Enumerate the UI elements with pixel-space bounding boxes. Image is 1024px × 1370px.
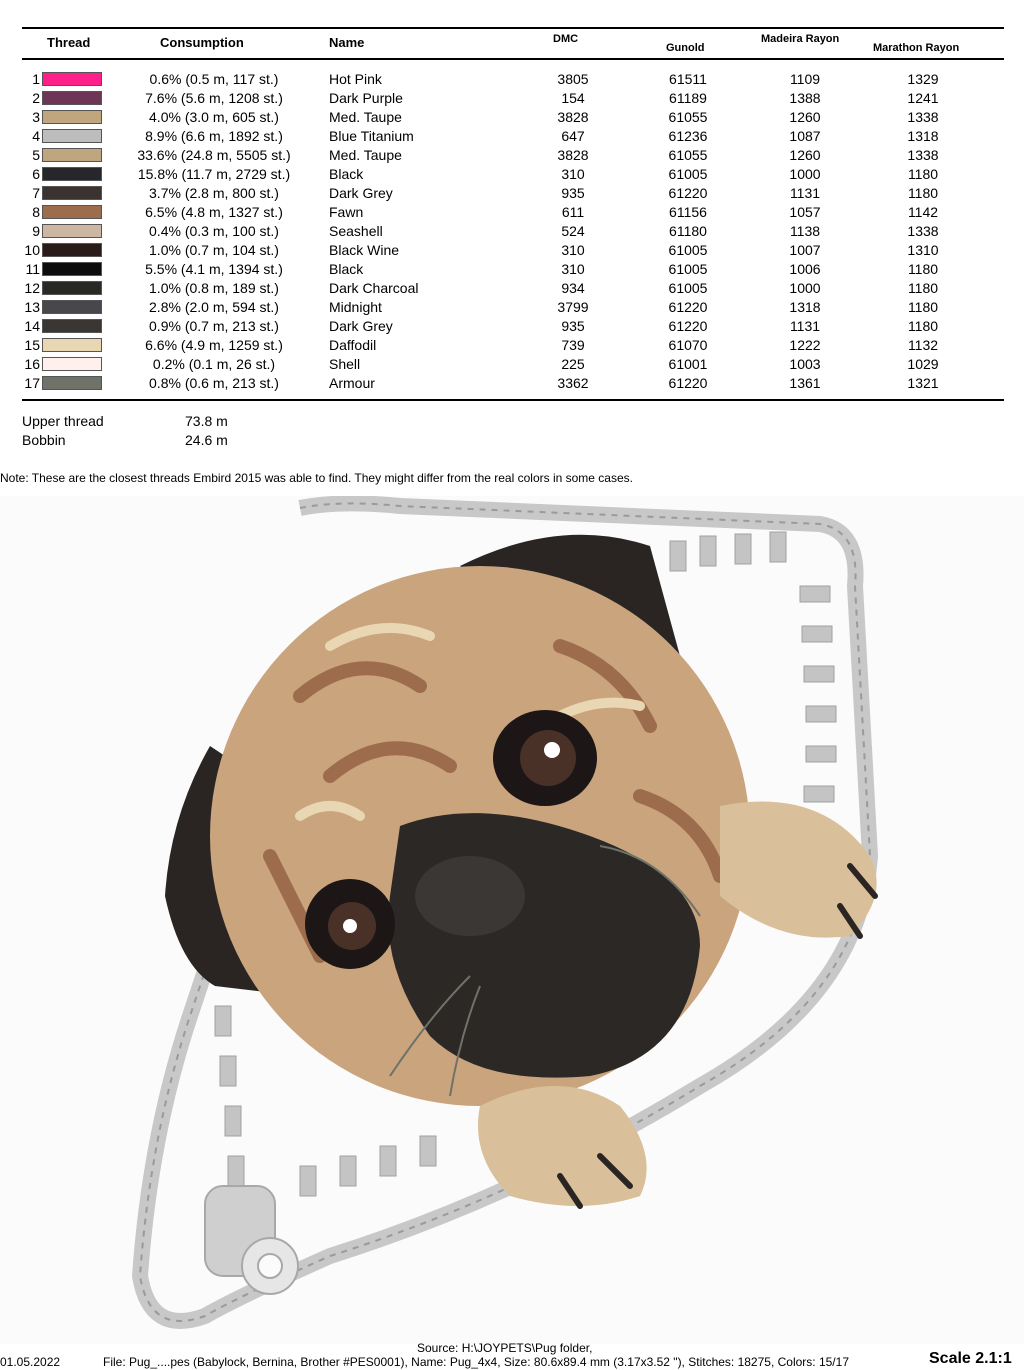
thread-madeira-code: 1260	[789, 147, 821, 163]
thread-color-swatch	[42, 281, 102, 295]
header-madeira-rayon: Madeira Rayon	[761, 33, 840, 45]
thread-name: Dark Charcoal	[329, 280, 419, 296]
thread-madeira-code: 1006	[789, 261, 821, 277]
thread-madeira-code: 1087	[789, 128, 821, 144]
thread-number: 7	[32, 185, 40, 201]
thread-dmc-code: 3805	[557, 71, 589, 87]
thread-consumption: 0.9% (0.7 m, 213 st.)	[149, 318, 279, 334]
thread-name: Blue Titanium	[329, 128, 414, 144]
thread-number: 16	[24, 356, 40, 372]
thread-dmc-code: 3799	[557, 299, 589, 315]
thread-marathon-code: 1132	[907, 337, 939, 353]
table-row	[22, 336, 1004, 355]
table-row	[22, 184, 1004, 203]
thread-name: Black Wine	[329, 242, 400, 258]
thread-name: Med. Taupe	[329, 109, 402, 125]
footer-scale: Scale 2.1:1	[929, 1350, 1012, 1367]
thread-dmc-code: 225	[561, 356, 585, 372]
thread-marathon-code: 1338	[907, 147, 939, 163]
thread-dmc-code: 739	[561, 337, 585, 353]
thread-number: 2	[32, 90, 40, 106]
thread-color-swatch	[42, 129, 102, 143]
thread-number: 9	[32, 223, 40, 239]
embroidery-preview	[0, 496, 1024, 1344]
thread-dmc-code: 524	[561, 223, 585, 239]
thread-gunold-code: 61001	[668, 356, 708, 372]
bobbin-label: Bobbin	[22, 432, 66, 448]
thread-madeira-code: 1000	[789, 166, 821, 182]
thread-consumption: 8.9% (6.6 m, 1892 st.)	[145, 128, 283, 144]
pug-nose	[415, 856, 525, 936]
thread-number: 1	[32, 71, 40, 87]
thread-dmc-code: 3362	[557, 375, 589, 391]
thread-consumption: 33.6% (24.8 m, 5505 st.)	[137, 147, 291, 163]
thread-color-swatch	[42, 186, 102, 200]
thread-number: 11	[25, 261, 40, 277]
thread-consumption: 1.0% (0.8 m, 189 st.)	[149, 280, 279, 296]
thread-madeira-code: 1131	[789, 318, 821, 334]
thread-consumption: 0.6% (0.5 m, 117 st.)	[149, 71, 279, 87]
thread-madeira-code: 1138	[789, 223, 821, 239]
thread-marathon-code: 1180	[907, 299, 939, 315]
thread-dmc-code: 3828	[557, 147, 589, 163]
thread-consumption: 3.7% (2.8 m, 800 st.)	[149, 185, 279, 201]
table-top-rule	[22, 27, 1004, 29]
thread-name: Shell	[329, 356, 361, 372]
thread-gunold-code: 61055	[668, 147, 708, 163]
thread-marathon-code: 1338	[907, 109, 939, 125]
thread-madeira-code: 1222	[789, 337, 821, 353]
thread-gunold-code: 61055	[668, 109, 708, 125]
thread-name: Black	[329, 261, 364, 277]
thread-consumption: 7.6% (5.6 m, 1208 st.)	[145, 90, 283, 106]
thread-madeira-code: 1388	[789, 90, 821, 106]
thread-marathon-code: 1180	[907, 280, 939, 296]
thread-gunold-code: 61236	[668, 128, 708, 144]
thread-number: 10	[24, 242, 40, 258]
thread-consumption: 0.8% (0.6 m, 213 st.)	[149, 375, 279, 391]
thread-color-swatch	[42, 72, 102, 86]
table-row	[22, 317, 1004, 336]
upper-thread-label: Upper thread	[22, 413, 104, 429]
thread-consumption: 2.8% (2.0 m, 594 st.)	[149, 299, 279, 315]
thread-dmc-code: 647	[561, 128, 585, 144]
thread-gunold-code: 61005	[668, 280, 708, 296]
thread-color-swatch	[42, 148, 102, 162]
thread-gunold-code: 61005	[668, 261, 708, 277]
thread-name: Black	[329, 166, 364, 182]
thread-dmc-code: 310	[561, 261, 585, 277]
thread-marathon-code: 1180	[907, 318, 939, 334]
footer-file-info: File: Pug_....pes (Babylock, Bernina, Brother #PES0001), Name: Pug_4x4, Size: 80.6x89.4 mm (3.17x3.52 "), Stitches: 18275, Colors: 15/17	[103, 1355, 849, 1369]
thread-number: 6	[32, 166, 40, 182]
thread-gunold-code: 61070	[668, 337, 708, 353]
thread-note: Note: These are the closest threads Embird 2015 was able to find. They might differ from the real colors in some cases.	[0, 471, 633, 485]
header-marathon-rayon: Marathon Rayon	[873, 42, 960, 54]
thread-color-swatch	[42, 357, 102, 371]
thread-consumption: 0.2% (0.1 m, 26 st.)	[152, 356, 276, 372]
thread-madeira-code: 1260	[789, 109, 821, 125]
thread-marathon-code: 1180	[907, 261, 939, 277]
thread-marathon-code: 1321	[907, 375, 939, 391]
thread-gunold-code: 61220	[668, 375, 708, 391]
header-thread: Thread	[47, 35, 91, 50]
thread-gunold-code: 61220	[668, 318, 708, 334]
thread-gunold-code: 61005	[668, 166, 708, 182]
thread-marathon-code: 1180	[907, 166, 939, 182]
thread-name: Dark Grey	[329, 318, 393, 334]
table-row	[22, 203, 1004, 222]
header-consumption: Consumption	[160, 35, 244, 50]
thread-name: Dark Grey	[329, 185, 393, 201]
thread-dmc-code: 934	[561, 280, 585, 296]
thread-dmc-code: 935	[561, 318, 585, 334]
thread-dmc-code: 611	[561, 204, 585, 220]
thread-number: 13	[24, 299, 40, 315]
footer-source: Source: H:\JOYPETS\Pug folder,	[417, 1341, 593, 1355]
thread-color-swatch	[42, 300, 102, 314]
table-row	[22, 70, 1004, 89]
table-row	[22, 108, 1004, 127]
thread-number: 17	[24, 375, 40, 391]
thread-name: Fawn	[329, 204, 364, 220]
header-dmc: DMC	[553, 33, 579, 45]
thread-dmc-code: 3828	[557, 109, 589, 125]
thread-consumption: 0.4% (0.3 m, 100 st.)	[149, 223, 279, 239]
table-row	[22, 355, 1004, 374]
thread-name: Dark Purple	[329, 90, 403, 106]
thread-madeira-code: 1007	[789, 242, 821, 258]
zipper-pull	[205, 1186, 298, 1294]
thread-consumption: 5.5% (4.1 m, 1394 st.)	[145, 261, 283, 277]
thread-color-swatch	[42, 338, 102, 352]
table-row	[22, 241, 1004, 260]
thread-consumption: 4.0% (3.0 m, 605 st.)	[149, 109, 279, 125]
table-row	[22, 279, 1004, 298]
thread-madeira-code: 1000	[789, 280, 821, 296]
thread-marathon-code: 1318	[907, 128, 939, 144]
thread-name: Daffodil	[329, 337, 377, 353]
thread-madeira-code: 1318	[789, 299, 821, 315]
table-row	[22, 127, 1004, 146]
footer-date: 01.05.2022	[0, 1355, 61, 1369]
thread-number: 5	[32, 147, 40, 163]
thread-gunold-code: 61180	[669, 223, 707, 239]
thread-marathon-code: 1180	[907, 185, 939, 201]
thread-consumption: 6.5% (4.8 m, 1327 st.)	[145, 204, 283, 220]
pug-embroidery-image	[0, 496, 1024, 1344]
thread-gunold-code: 61189	[669, 90, 707, 106]
thread-consumption: 6.6% (4.9 m, 1259 st.)	[145, 337, 283, 353]
thread-dmc-code: 310	[561, 166, 585, 182]
upper-thread-value: 73.8 m	[185, 413, 228, 429]
thread-madeira-code: 1057	[789, 204, 821, 220]
thread-color-swatch	[42, 110, 102, 124]
thread-consumption: 15.8% (11.7 m, 2729 st.)	[137, 166, 291, 182]
thread-madeira-code: 1361	[789, 375, 821, 391]
table-bottom-rule	[22, 399, 1004, 401]
thread-gunold-code: 61005	[668, 242, 708, 258]
thread-color-swatch	[42, 224, 102, 238]
table-row	[22, 260, 1004, 279]
table-row	[22, 146, 1004, 165]
thread-marathon-code: 1338	[907, 223, 939, 239]
table-row	[22, 165, 1004, 184]
thread-gunold-code: 61511	[669, 71, 707, 87]
table-row	[22, 222, 1004, 241]
thread-marathon-code: 1310	[907, 242, 939, 258]
thread-number: 12	[24, 280, 40, 296]
thread-color-swatch	[42, 205, 102, 219]
thread-name: Med. Taupe	[329, 147, 402, 163]
thread-color-swatch	[42, 319, 102, 333]
thread-dmc-code: 310	[561, 242, 585, 258]
thread-marathon-code: 1029	[907, 356, 939, 372]
thread-madeira-code: 1109	[789, 71, 821, 87]
table-row	[22, 374, 1004, 393]
thread-number: 3	[32, 109, 40, 125]
thread-color-swatch	[42, 243, 102, 257]
thread-number: 14	[24, 318, 40, 334]
thread-marathon-code: 1241	[907, 90, 939, 106]
thread-color-swatch	[42, 262, 102, 276]
thread-gunold-code: 61220	[668, 299, 708, 315]
bobbin-value: 24.6 m	[185, 432, 228, 448]
thread-color-swatch	[42, 167, 102, 181]
thread-dmc-code: 154	[561, 90, 585, 106]
thread-madeira-code: 1131	[789, 185, 821, 201]
thread-marathon-code: 1329	[907, 71, 939, 87]
thread-color-swatch	[42, 376, 102, 390]
thread-color-swatch	[42, 91, 102, 105]
thread-number: 8	[32, 204, 40, 220]
thread-name: Armour	[329, 375, 375, 391]
thread-number: 4	[32, 128, 40, 144]
thread-gunold-code: 61220	[668, 185, 708, 201]
table-row	[22, 89, 1004, 108]
thread-name: Seashell	[329, 223, 383, 239]
pug-left-paw	[478, 1086, 647, 1206]
thread-name: Midnight	[329, 299, 382, 315]
thread-madeira-code: 1003	[789, 356, 821, 372]
thread-marathon-code: 1142	[907, 204, 939, 220]
header-name: Name	[329, 35, 365, 50]
header-gunold: Gunold	[666, 42, 705, 54]
thread-dmc-code: 935	[561, 185, 585, 201]
thread-number: 15	[24, 337, 40, 353]
table-row	[22, 298, 1004, 317]
thread-consumption: 1.0% (0.7 m, 104 st.)	[149, 242, 279, 258]
table-header-rule	[22, 58, 1004, 60]
thread-gunold-code: 61156	[669, 204, 707, 220]
thread-name: Hot Pink	[329, 71, 382, 87]
